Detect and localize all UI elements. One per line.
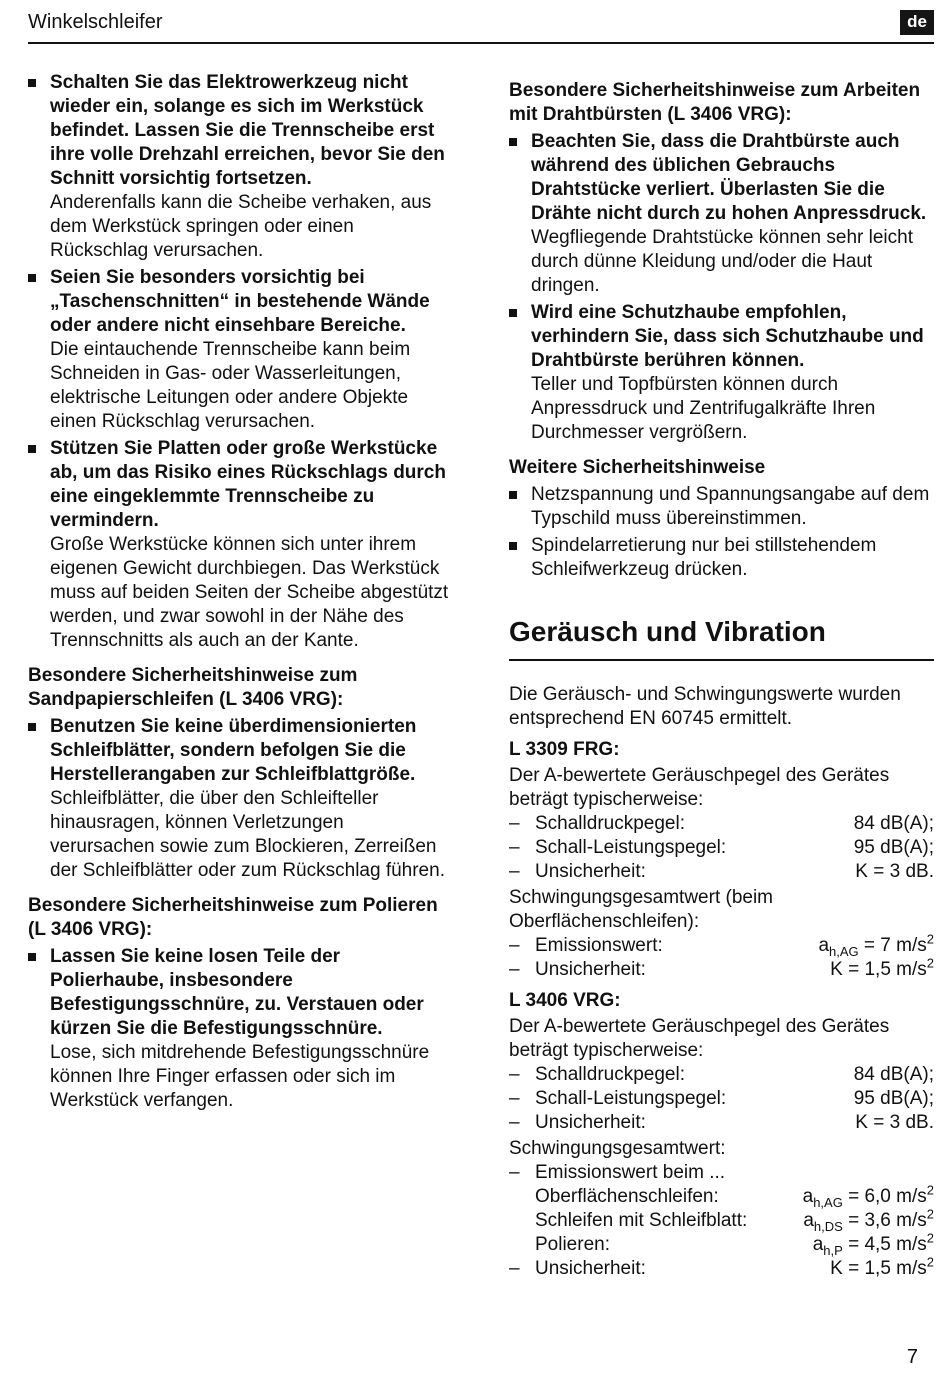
value-segment: 2 — [926, 1206, 934, 1222]
value-segment: K = 1,5 m/s — [830, 959, 927, 980]
spec-value — [830, 955, 934, 982]
bullet-item — [28, 715, 453, 883]
spec-row — [509, 1111, 934, 1135]
spec-row — [509, 1206, 934, 1234]
spec-label: Schalldruckpegel: — [535, 813, 685, 834]
language-badge: de — [900, 10, 934, 35]
paragraph: Schwingungsgesamtwert (beim Oberflächenschleifen): — [509, 887, 774, 932]
value-segment: h,AG — [813, 1194, 843, 1210]
bullet-item — [509, 130, 934, 298]
bullet-text — [50, 266, 453, 434]
spec-label: Unsicherheit: — [535, 861, 646, 882]
bullet-text — [531, 483, 934, 531]
bullet-item — [28, 945, 453, 1113]
bullet-item — [28, 71, 453, 263]
bullet-lead-text: Beachten Sie, dass die Drahtbürste auch während des üblichen Gebrauchs Drahtstücke verliert. Überlasten Sie die Drähte nicht durch zu hohen Anpressdruck. — [531, 131, 927, 224]
value-segment: = 7 m/s — [858, 935, 927, 956]
bullet-text — [50, 71, 453, 263]
dash-marker: – — [509, 1162, 520, 1183]
page-number: 7 — [906, 1346, 918, 1368]
bullet-detail-text: Die eintauchende Trennscheibe kann beim Schneiden in Gas- oder Wasserleitungen, elektrische Leitungen oder andere Objekte einen Rückschlag verursachen. — [50, 339, 411, 432]
bullet-square-icon — [28, 953, 36, 961]
value-segment: 2 — [926, 931, 934, 947]
dash-marker: – — [509, 1064, 520, 1085]
spec-row — [509, 812, 934, 836]
right-column — [509, 68, 934, 1281]
value-segment: K = 3 dB. — [855, 1112, 934, 1133]
value-segment: = 4,5 m/s — [842, 1234, 927, 1255]
value-segment: h,DS — [813, 1218, 843, 1234]
dash-marker: – — [509, 1088, 520, 1109]
spec-row — [509, 1087, 934, 1111]
bullet-square-icon — [509, 542, 517, 550]
value-segment: 2 — [926, 1254, 934, 1270]
spec-value — [803, 1206, 934, 1234]
bullet-square-icon — [28, 79, 36, 87]
bullet-square-icon — [509, 138, 517, 146]
bullet-item — [509, 534, 934, 582]
paragraph: Die Geräusch- und Schwingungswerte wurden entsprechend EN 60745 ermittelt. — [509, 684, 901, 729]
value-segment: 95 dB(A); — [853, 1088, 934, 1109]
spec-label: Emissionswert: — [535, 935, 663, 956]
value-segment: a — [818, 935, 830, 956]
bullet-detail-text: Lose, sich mitdrehende Befestigungsschnüre können Ihre Finger erfassen oder sich im Werkstück verfangen. — [50, 1042, 430, 1111]
paragraph: Der A-bewertete Geräuschpegel des Gerätes beträgt typischerweise: — [509, 765, 890, 810]
value-segment: K = 3 dB. — [855, 861, 934, 882]
bullet-square-icon — [28, 274, 36, 282]
bullet-lead-text: Wird eine Schutzhaube empfohlen, verhindern Sie, dass sich Schutzhaube und Drahtbürste berühren können. — [531, 302, 924, 371]
spec-row — [509, 836, 934, 860]
spec-label: Emissionswert beim ... — [535, 1162, 726, 1183]
bullet-lead-text: Seien Sie besonders vorsichtig bei „Taschenschnitten“ in bestehende Wände oder andere nicht einsehbare Bereiche. — [50, 267, 430, 336]
spec-label: Unsicherheit: — [535, 1258, 646, 1279]
bullet-square-icon — [28, 445, 36, 453]
spec-label: Unsicherheit: — [535, 1112, 646, 1133]
bullet-detail-text: Wegfliegende Drahtstücke können sehr leicht durch dünne Kleidung und/oder die Haut dringen. — [531, 227, 913, 296]
subsection-heading: Besondere Sicherheitshinweise zum Arbeiten mit Drahtbürsten (L 3406 VRG): — [509, 80, 921, 125]
dash-marker: – — [509, 813, 520, 834]
page-header — [28, 10, 934, 44]
paragraph: Der A-bewertete Geräuschpegel des Gerätes beträgt typischerweise: — [509, 1016, 890, 1061]
section-title: Geräusch und Vibration — [509, 616, 934, 661]
model-heading: L 3406 VRG: — [509, 990, 621, 1011]
value-segment: h,P — [823, 1242, 843, 1258]
value-segment: = 3,6 m/s — [842, 1210, 927, 1231]
subsection-heading: Weitere Sicherheitshinweise — [509, 457, 766, 478]
spec-value — [818, 931, 934, 959]
value-segment: h,AG — [829, 943, 859, 959]
value-segment: 2 — [926, 1182, 934, 1198]
bullet-text — [531, 301, 934, 445]
value-segment: K = 1,5 m/s — [830, 1258, 927, 1279]
bullet-detail-text: Große Werkstücke können sich unter ihrem eigenen Gewicht durchbiegen. Das Werkstück muss auf beiden Seiten der Scheibe abgestützt werden, und zwar sowohl in der Nähe des Trennschnitts als auch an der Kante. — [50, 534, 449, 651]
subsection-heading: Besondere Sicherheitshinweise zum Sandpapierschleifen (L 3406 VRG): — [28, 665, 358, 710]
spec-value — [854, 812, 934, 836]
value-segment: = 6,0 m/s — [842, 1186, 927, 1207]
bullet-text — [531, 130, 934, 298]
bullet-square-icon — [509, 309, 517, 317]
bullet-detail-text: Schleifblätter, die über den Schleifteller hinausragen, können Verletzungen verursachen sowie zum Blockieren, Zerreißen der Schleifblätter oder zum Rückschlag führen. — [50, 788, 445, 881]
two-column-body — [28, 44, 934, 1281]
bullet-detail-text: Netzspannung und Spannungsangabe auf dem Typschild muss übereinstimmen. — [531, 484, 930, 529]
bullet-text — [50, 945, 453, 1113]
spec-row — [509, 1063, 934, 1087]
bullet-detail-text: Spindelarretierung nur bei stillstehendem Schleifwerkzeug drücken. — [531, 535, 877, 580]
spec-row — [509, 1230, 934, 1258]
spec-label: Schall-Leistungspegel: — [535, 1088, 727, 1109]
paragraph: Schwingungsgesamtwert: — [509, 1138, 726, 1159]
bullet-lead-text: Benutzen Sie keine überdimensionierten Schleifblätter, sondern befolgen Sie die Herstellerangaben zur Schleifblattgröße. — [50, 716, 417, 785]
spec-value — [855, 1111, 934, 1135]
dash-marker: – — [509, 935, 520, 956]
value-segment: a — [803, 1210, 814, 1231]
bullet-item — [509, 301, 934, 445]
bullet-text — [531, 534, 934, 582]
value-segment: a — [802, 1186, 814, 1207]
spec-row — [509, 860, 934, 884]
spec-row — [509, 955, 934, 982]
left-column — [28, 68, 453, 1281]
spec-value — [830, 1254, 934, 1281]
bullet-item — [509, 483, 934, 531]
bullet-item — [28, 437, 453, 653]
model-heading: L 3309 FRG: — [509, 739, 620, 760]
spec-value — [854, 1087, 934, 1111]
spec-value — [854, 1063, 934, 1087]
bullet-lead-text: Lassen Sie keine losen Teile der Polierhaube, insbesondere Befestigungsschnüre, zu. Verstauen oder kürzen Sie die Befestigungsschnüre. — [50, 946, 424, 1039]
value-segment: 2 — [926, 1230, 934, 1246]
spec-label: Schleifen mit Schleifblatt: — [535, 1210, 748, 1231]
value-segment: a — [812, 1234, 824, 1255]
bullet-item — [28, 266, 453, 434]
spec-label: Schall-Leistungspegel: — [535, 837, 727, 858]
value-segment: 95 dB(A); — [853, 837, 934, 858]
value-segment: 84 dB(A); — [853, 1064, 934, 1085]
spec-row — [509, 931, 934, 959]
bullet-square-icon — [28, 723, 36, 731]
subsection-heading: Besondere Sicherheitshinweise zum Polieren (L 3406 VRG): — [28, 895, 438, 940]
spec-row — [509, 1254, 934, 1281]
bullet-square-icon — [509, 491, 517, 499]
spec-value — [854, 836, 934, 860]
bullet-text — [50, 715, 453, 883]
dash-marker: – — [509, 959, 520, 980]
spec-value — [802, 1182, 934, 1210]
spec-value — [812, 1230, 934, 1258]
page-title: Winkelschleifer — [28, 11, 163, 33]
spec-value — [855, 860, 934, 884]
dash-marker: – — [509, 837, 520, 858]
bullet-lead-text: Stützen Sie Platten oder große Werkstücke ab, um das Risiko eines Rückschlags durch eine eingeklemmte Trennscheibe zu vermindern. — [50, 438, 446, 531]
spec-label: Polieren: — [535, 1234, 610, 1255]
spec-label: Schalldruckpegel: — [535, 1064, 685, 1085]
spec-label: Oberflächenschleifen: — [535, 1186, 719, 1207]
bullet-lead-text: Schalten Sie das Elektrowerkzeug nicht wieder ein, solange es sich im Werkstück befindet. Lassen Sie die Trennscheibe erst ihre volle Drehzahl erreichen, bevor Sie den Schnitt vorsichtig fortsetzen. — [50, 72, 445, 189]
dash-marker: – — [509, 1112, 520, 1133]
spec-row — [509, 1182, 934, 1210]
value-segment: 2 — [926, 955, 934, 971]
dash-marker: – — [509, 1258, 520, 1279]
bullet-text — [50, 437, 453, 653]
spec-row — [509, 1161, 934, 1185]
value-segment: 84 dB(A); — [853, 813, 934, 834]
bullet-detail-text: Anderenfalls kann die Scheibe verhaken, aus dem Werkstück springen oder einen Rückschlag verursachen. — [50, 192, 432, 261]
bullet-detail-text: Teller und Topfbürsten können durch Anpressdruck und Zentrifugalkräfte Ihren Durchmesser vergrößern. — [531, 374, 876, 443]
spec-label: Unsicherheit: — [535, 959, 646, 980]
dash-marker: – — [509, 861, 520, 882]
